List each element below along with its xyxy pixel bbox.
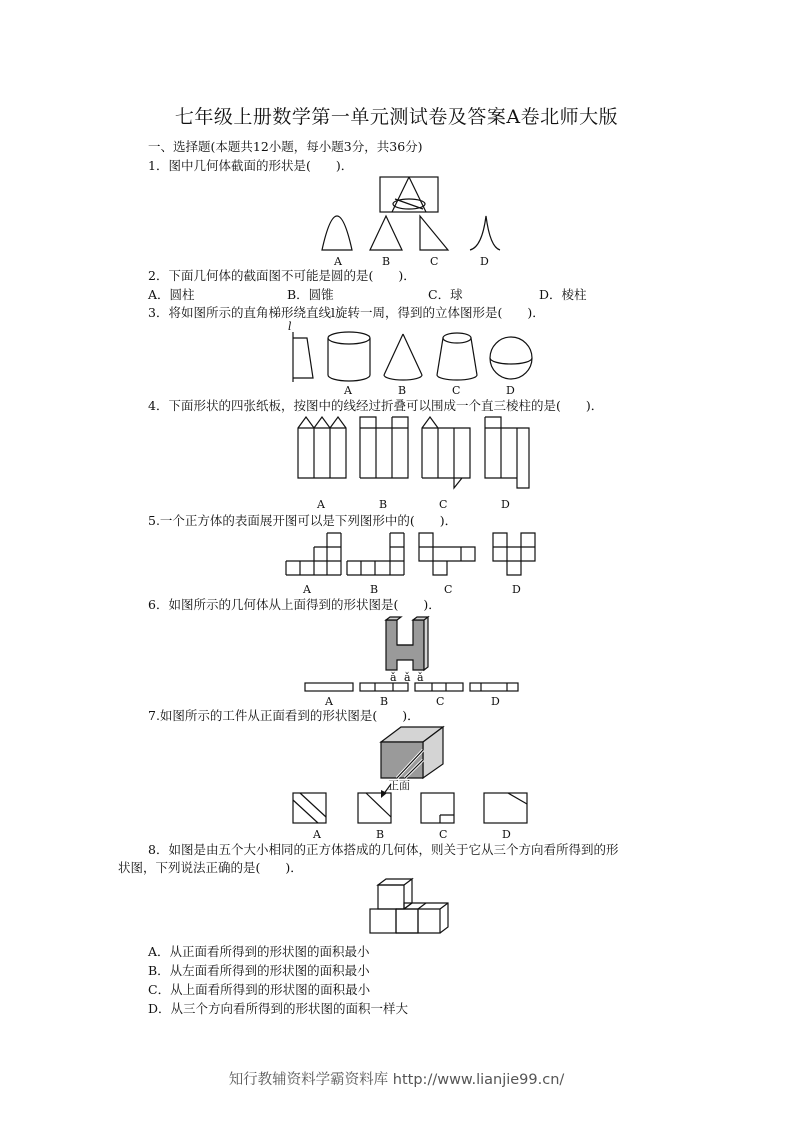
q6-figure bbox=[300, 615, 530, 710]
q3-option-c: C bbox=[452, 384, 461, 397]
q4-option-c: C bbox=[439, 498, 448, 511]
q2-option-b: B．圆锥 bbox=[287, 287, 334, 302]
q2-option-a: A．圆柱 bbox=[148, 287, 195, 302]
q1-option-d: D bbox=[480, 255, 489, 268]
question-8-line2: 状图，下列说法正确的是( )． bbox=[118, 860, 303, 875]
q2-option-c: C．球 bbox=[428, 287, 463, 302]
q6-option-c: C bbox=[436, 695, 445, 708]
q5-option-d: D bbox=[512, 583, 521, 596]
q6-mark-2: ǎ bbox=[404, 671, 411, 684]
q7-front-label: 正面 bbox=[388, 779, 410, 792]
q1-figure bbox=[300, 172, 500, 272]
q8-choice-c: C．从上面看所得到的形状图的面积最小 bbox=[148, 982, 371, 997]
q8-choice-b: B．从左面看所得到的形状图的面积最小 bbox=[148, 963, 370, 978]
q4-option-d: D bbox=[501, 498, 510, 511]
q6-option-b: B bbox=[380, 695, 389, 708]
q6-mark-1: ǎ bbox=[390, 671, 397, 684]
footer-watermark: 知行教辅资料学霸资料库 http://www.lianjie99.cn/ bbox=[228, 1072, 565, 1088]
q7-option-d: D bbox=[502, 828, 511, 841]
q2-option-d: D．棱柱 bbox=[539, 287, 587, 302]
q3-axis-label: l bbox=[288, 320, 292, 333]
q5-figure bbox=[283, 530, 553, 598]
section-heading: 一、选择题(本题共12小题，每小题3分，共36分) bbox=[148, 139, 423, 154]
q8-choice-a: A．从正面看所得到的形状图的面积最小 bbox=[148, 944, 370, 959]
q1-option-b: B bbox=[382, 255, 391, 268]
q6-mark-3: ǎ bbox=[417, 671, 424, 684]
q3-option-b: B bbox=[398, 384, 407, 397]
q1-option-a: A bbox=[334, 255, 342, 268]
q7-figure bbox=[285, 722, 535, 842]
q4-option-a: A bbox=[317, 498, 325, 511]
q7-option-c: C bbox=[439, 828, 448, 841]
q3-option-d: D bbox=[506, 384, 515, 397]
q1-option-c: C bbox=[430, 255, 439, 268]
question-1: 1．图中几何体截面的形状是( )． bbox=[148, 158, 354, 173]
question-8-line1: 8．如图是由五个大小相同的正方体搭成的几何体，则关于它从三个方向看所得到的形 bbox=[148, 842, 619, 857]
question-3: 3．将如图所示的直角梯形绕直线l旋转一周，得到的立体图形是( )． bbox=[148, 305, 545, 320]
question-7: 7.如图所示的工件从正面看到的形状图是( )． bbox=[148, 708, 420, 723]
q3-figure bbox=[285, 320, 545, 400]
q7-option-a: A bbox=[313, 828, 321, 841]
question-5: 5.一个正方体的表面展开图可以是下列图形中的( )． bbox=[148, 513, 458, 528]
q8-figure bbox=[360, 875, 460, 945]
q5-option-a: A bbox=[303, 583, 311, 596]
question-2: 2．下面几何体的截面图不可能是圆的是( )． bbox=[148, 268, 416, 283]
q7-option-b: B bbox=[376, 828, 385, 841]
q4-option-b: B bbox=[379, 498, 388, 511]
q6-option-d: D bbox=[491, 695, 500, 708]
question-6: 6．如图所示的几何体从上面得到的形状图是( )． bbox=[148, 597, 441, 612]
q5-option-c: C bbox=[444, 583, 453, 596]
question-4: 4．下面形状的四张纸板，按图中的线经过折叠可以围成一个直三棱柱的是( )． bbox=[148, 398, 604, 413]
page-title: 七年级上册数学第一单元测试卷及答案A卷北师大版 bbox=[174, 106, 619, 128]
q3-option-a: A bbox=[344, 384, 352, 397]
q4-figure bbox=[290, 412, 540, 512]
q6-option-a: A bbox=[325, 695, 333, 708]
q5-option-b: B bbox=[370, 583, 379, 596]
q8-choice-d: D．从三个方向看所得到的形状图的面积一样大 bbox=[148, 1001, 409, 1016]
